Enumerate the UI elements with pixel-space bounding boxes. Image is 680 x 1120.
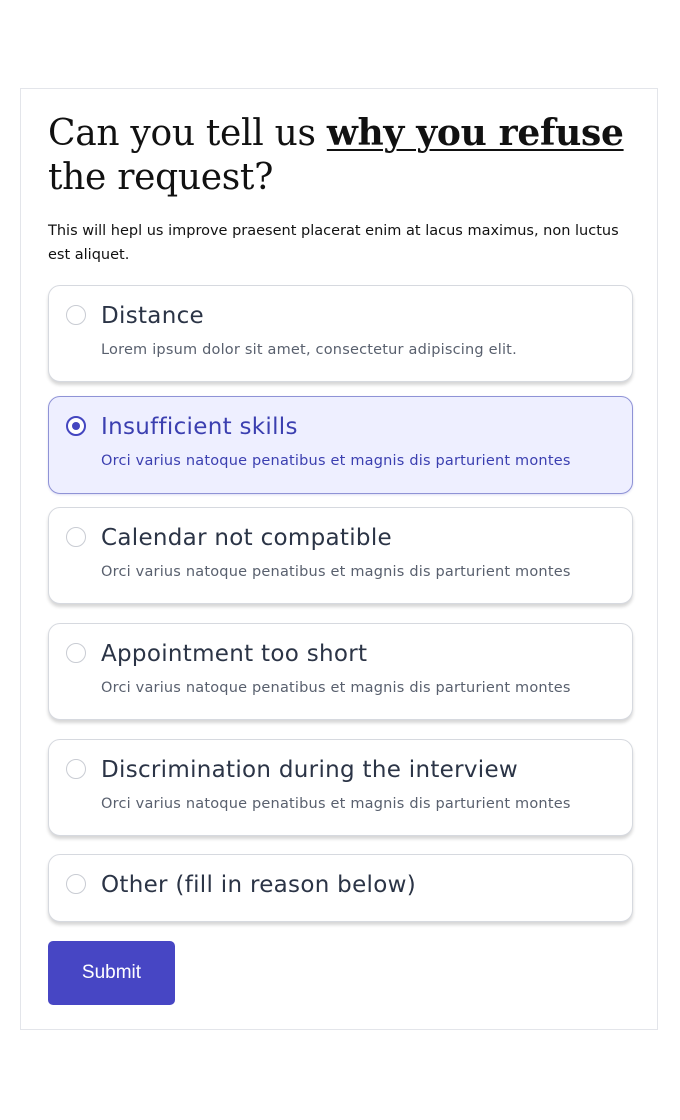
option-calendar-not-compatible[interactable]	[48, 507, 633, 604]
option-title: Insufficient skills	[101, 414, 298, 440]
option-discrimination[interactable]	[48, 739, 633, 836]
submit-button[interactable]: Submit	[48, 941, 175, 1005]
option-insufficient-skills[interactable]	[48, 396, 633, 494]
option-description: Orci varius natoque penatibus et magnis dis parturient montes	[101, 796, 571, 812]
option-title: Discrimination during the interview	[101, 757, 519, 783]
radio-empty-icon[interactable]	[66, 305, 86, 325]
option-title: Calendar not compatible	[101, 525, 392, 551]
option-title: Other (fill in reason below)	[101, 872, 416, 898]
option-title: Appointment too short	[101, 641, 368, 667]
title-emphasis: why you refuse	[326, 112, 624, 154]
radio-empty-icon[interactable]	[66, 759, 86, 779]
radio-checked-icon[interactable]	[66, 416, 86, 436]
option-distance[interactable]	[48, 285, 633, 382]
radio-empty-icon[interactable]	[66, 874, 86, 894]
title-prefix: Can you tell us	[48, 113, 327, 154]
option-description: Lorem ipsum dolor sit amet, consectetur adipiscing elit.	[101, 342, 517, 358]
radio-empty-icon[interactable]	[66, 527, 86, 547]
option-description: Orci varius natoque penatibus et magnis dis parturient montes	[101, 680, 571, 696]
form-description: This will hepl us improve praesent placerat enim at lacus maximus, non luctus est aliquet.	[48, 223, 619, 263]
option-description: Orci varius natoque penatibus et magnis dis parturient montes	[101, 453, 571, 469]
title-suffix: the request?	[48, 157, 274, 198]
page-title	[48, 111, 638, 200]
option-appointment-too-short[interactable]	[48, 623, 633, 720]
refusal-reason-card	[20, 88, 658, 1030]
option-description: Orci varius natoque penatibus et magnis dis parturient montes	[101, 564, 571, 580]
radio-empty-icon[interactable]	[66, 643, 86, 663]
option-other[interactable]	[48, 854, 633, 922]
option-title: Distance	[101, 303, 204, 329]
